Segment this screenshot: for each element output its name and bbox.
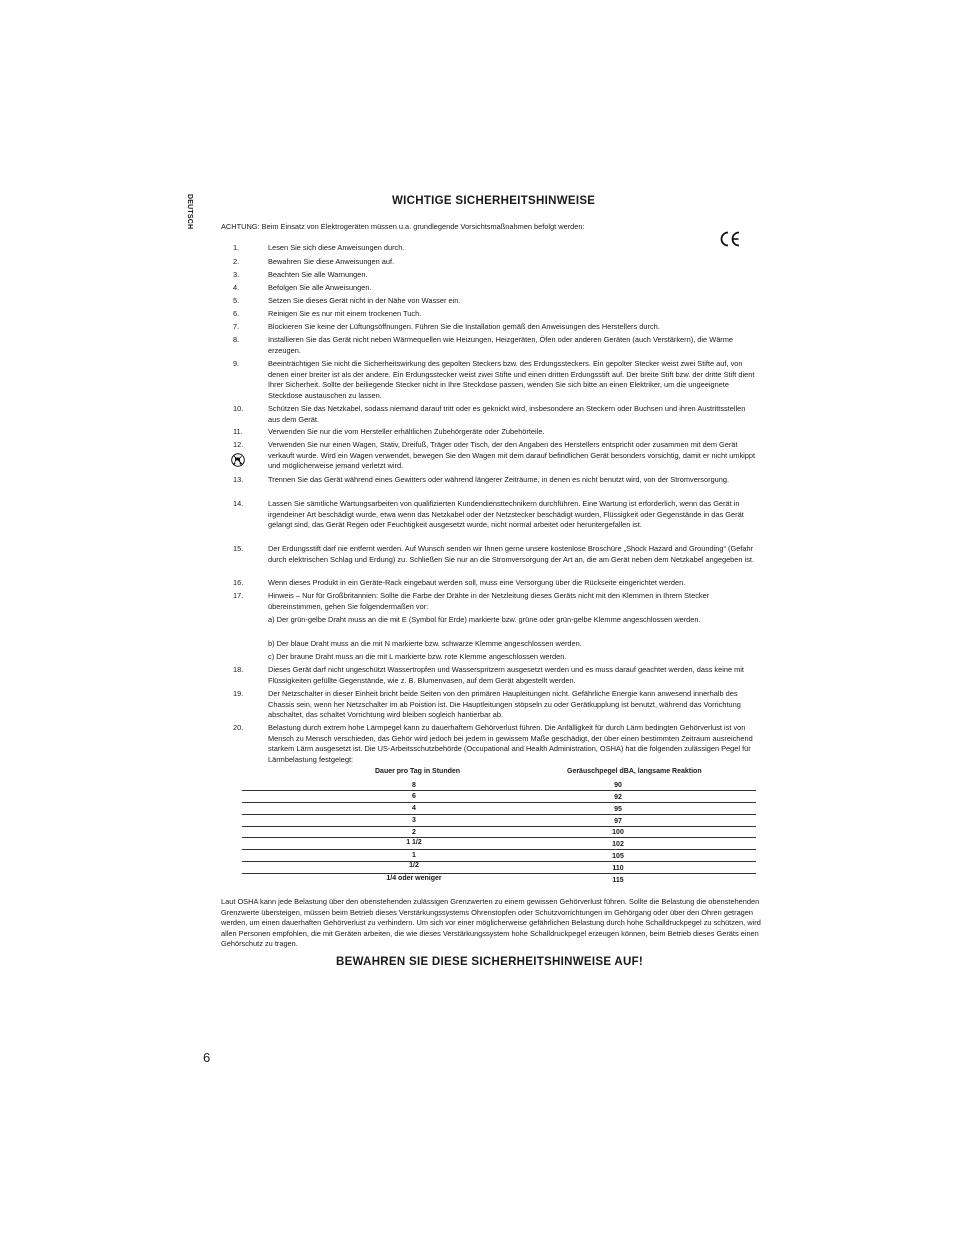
table-cell-dba: 92 bbox=[614, 794, 622, 801]
page-title: WICHTIGE SICHERHEITSHINWEISE bbox=[392, 195, 596, 207]
cart-warning-icon bbox=[231, 453, 245, 467]
table-cell-hours: 3 bbox=[412, 817, 416, 824]
table-rule bbox=[242, 849, 756, 850]
table-rule bbox=[242, 826, 756, 827]
table-rule bbox=[242, 814, 756, 815]
sub-item-a: a) Der grün-gelbe Draht muss an die mit E (Symbol für Erde) markierte bzw. grüne oder grün-gelbe Klemme angeschlossen werden. bbox=[268, 615, 701, 624]
table-cell-hours: 1 1/2 bbox=[406, 839, 422, 846]
table-cell-hours: 1 bbox=[412, 852, 416, 859]
closing-heading: BEWAHREN SIE DIESE SICHERHEITSHINWEISE AUF! bbox=[336, 956, 644, 968]
table-rule bbox=[242, 837, 756, 838]
table-cell-hours: 6 bbox=[412, 793, 416, 800]
osha-paragraph: Laut OSHA kann jede Belastung über den obenstehenden zulässigen Grenzwerten zu einem gewissen Gehörverlust führen. Sollte die Belastung die obenstehenden Grenzwerte übersteigen, müssen beim Betrieb dieses Verstärkungssystems Ohrenstopfen oder Schutzvorrichtungen im Gehörgang oder über den Ohren getragen werden, um einen dauerhaften Gehörverlust zu verhindern. Um sich vor einer möglicherweise gefährlichen Belastung durch hohe Schalldruckpegel zu schützen, wird allen Personen empfohlen, die mit Geräten arbeiten, die wie dieses Verstärkungssystem hohe Schalldruckpegel erzeugen können, beim Betrieb dieses Geräts einen Gehörschutz zu tragen. bbox=[221, 897, 761, 949]
table-cell-dba: 100 bbox=[612, 829, 624, 836]
table-rule bbox=[242, 873, 756, 874]
table-header-dba: Geräuschpegel dBA, langsame Reaktion bbox=[567, 768, 702, 775]
table-cell-dba: 90 bbox=[614, 782, 622, 789]
sub-item-c: c) Der braune Draht muss an die mit L markierte bzw. rote Klemme angeschlossen werden. bbox=[268, 652, 567, 661]
table-cell-hours: 1/4 oder weniger bbox=[386, 875, 442, 882]
table-rule bbox=[242, 790, 756, 791]
table-cell-dba: 115 bbox=[612, 877, 624, 884]
table-header-hours: Dauer pro Tag in Stunden bbox=[375, 768, 461, 775]
page-number: 6 bbox=[203, 1050, 211, 1065]
table-cell-dba: 97 bbox=[614, 818, 622, 825]
table-cell-dba: 95 bbox=[614, 806, 622, 813]
warning-intro: ACHTUNG: Beim Einsatz von Elektrogeräten müssen u.a. grundlegende Vorsichtsmaßnahmen befolgt werden: bbox=[221, 222, 585, 231]
table-rule bbox=[242, 802, 756, 803]
table-cell-dba: 110 bbox=[612, 865, 624, 872]
side-language-tab: DEUTSCH bbox=[186, 194, 193, 230]
table-rule bbox=[242, 861, 756, 862]
table-cell-hours: 4 bbox=[412, 805, 416, 812]
table-cell-dba: 105 bbox=[612, 853, 624, 860]
table-cell-hours: 2 bbox=[412, 829, 416, 836]
table-cell-hours: 1/2 bbox=[409, 862, 419, 869]
sub-item-b: b) Der blaue Draht muss an die mit N markierte bzw. schwarze Klemme angeschlossen werden. bbox=[268, 639, 582, 648]
table-cell-hours: 8 bbox=[412, 782, 416, 789]
table-cell-dba: 102 bbox=[612, 841, 624, 848]
